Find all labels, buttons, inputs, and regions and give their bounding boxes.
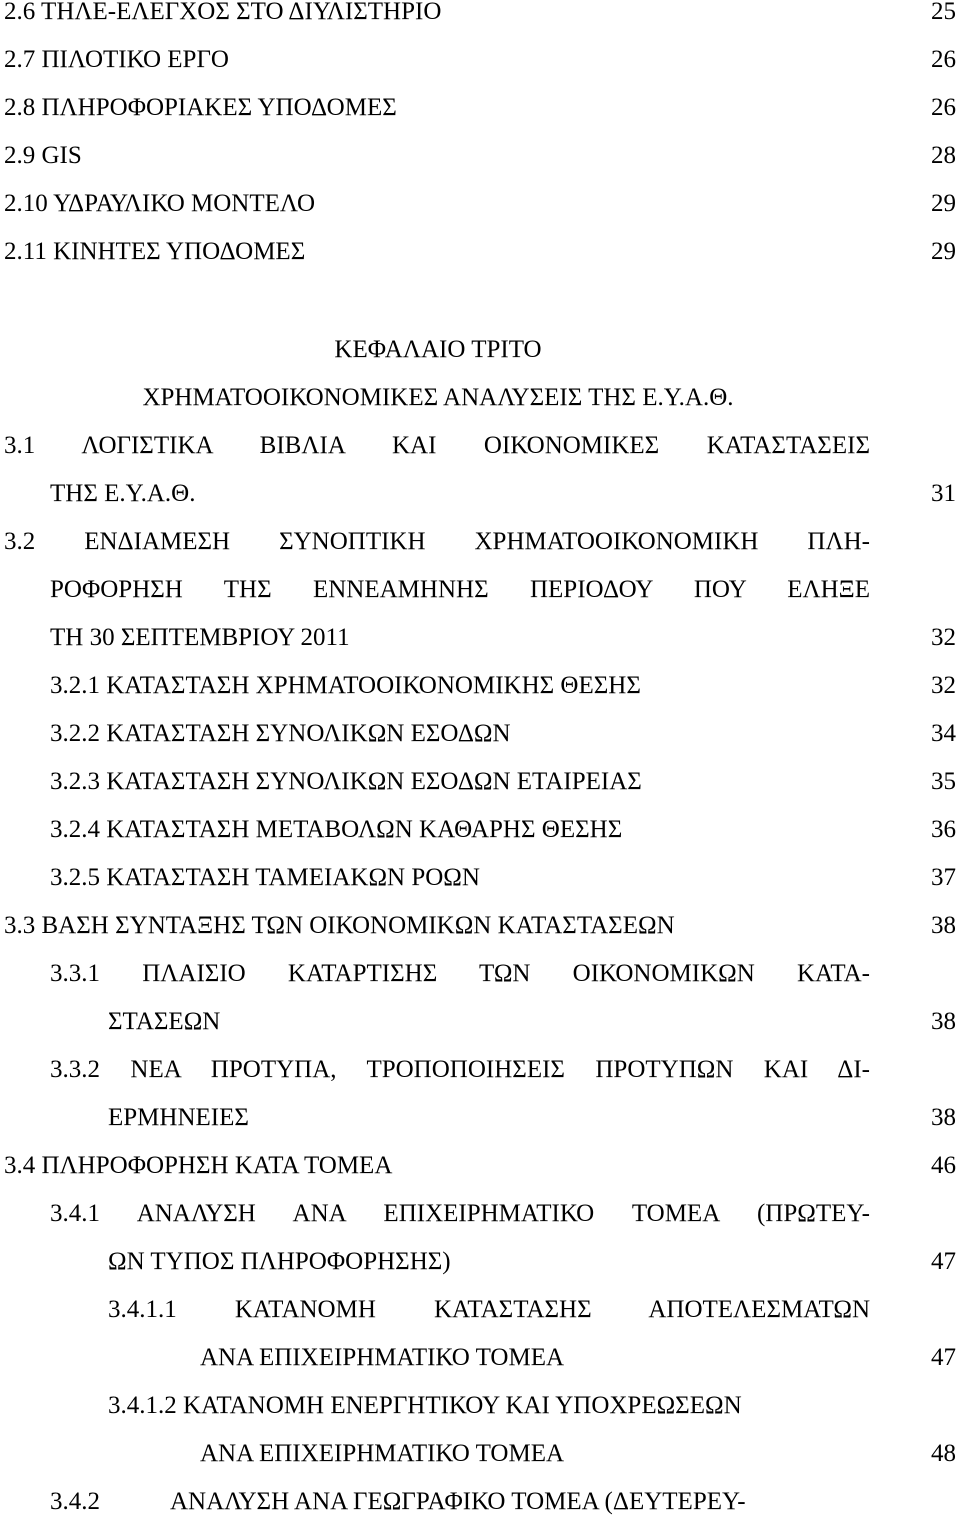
toc-entry-3-4-1-1-line2: ΑΝΑ ΕΠΙΧΕΙΡΗΜΑΤΙΚΟ ΤΟΜΕΑ <box>200 1344 565 1371</box>
toc-entry-3-3-2-line1: 3.3.2 ΝΕΑ ΠΡΟΤΥΠΑ, ΤΡΟΠΟΠΟΙΗΣΕΙΣ ΠΡΟΤΥΠΩΝ ΚΑΙ ΔΙ- <box>50 1056 870 1083</box>
toc-entry-3-3-2-line2: ΕΡΜΗΝΕΙΕΣ <box>108 1104 249 1131</box>
toc-entry-3-4-1-2-line1: 3.4.1.2 ΚΑΤΑΝΟΜΗ ΕΝΕΡΓΗΤΙΚΟΥ ΚΑΙ ΥΠΟΧΡΕΩΣΕΩΝ <box>108 1392 742 1419</box>
toc-page-number: 32 <box>931 624 956 651</box>
toc-entry-text: 2.9 GIS <box>4 142 82 169</box>
toc-entry-3-2-line1: 3.2 ΕΝΔΙΑΜΕΣΗ ΣΥΝΟΠΤΙΚΗ ΧΡΗΜΑΤΟΟΙΚΟΝΟΜΙΚΗ ΠΛΗ- <box>4 528 870 555</box>
toc-entry-3-4-1-1-line1: 3.4.1.1 ΚΑΤΑΝΟΜΗ ΚΑΤΑΣΤΑΣΗΣ ΑΠΟΤΕΛΕΣΜΑΤΩΝ <box>108 1296 870 1323</box>
toc-page-number: 47 <box>931 1344 956 1371</box>
toc-entry-3-4-1-line1: 3.4.1 ΑΝΑΛΥΣΗ ΑΝΑ ΕΠΙΧΕΙΡΗΜΑΤΙΚΟ ΤΟΜΕΑ (ΠΡΩΤΕΥ- <box>50 1200 870 1227</box>
toc-entry-text: 2.7 ΠΙΛΟΤΙΚΟ ΕΡΓΟ <box>4 46 229 73</box>
chapter-title: ΧΡΗΜΑΤΟΟΙΚΟΝΟΜΙΚΕΣ ΑΝΑΛΥΣΕΙΣ ΤΗΣ Ε.Υ.Α.Θ. <box>142 384 734 411</box>
toc-page-number: 48 <box>931 1440 956 1467</box>
toc-page-number: 29 <box>931 238 956 265</box>
toc-entry-3-2-3: 3.2.3 ΚΑΤΑΣΤΑΣΗ ΣΥΝΟΛΙΚΩΝ ΕΣΟΔΩΝ ΕΤΑΙΡΕΙΑΣ <box>50 768 642 795</box>
toc-entry-2-8 <box>4 93 397 123</box>
toc-page-number: 46 <box>931 1152 956 1179</box>
toc-entry-3-2-line3: ΤΗ 30 ΣΕΠΤΕΜΒΡΙΟΥ 2011 <box>50 624 350 651</box>
toc-entry-3-3: 3.3 ΒΑΣΗ ΣΥΝΤΑΞΗΣ ΤΩΝ ΟΙΚΟΝΟΜΙΚΩΝ ΚΑΤΑΣΤΑΣΕΩΝ <box>4 912 675 939</box>
toc-page-number: 38 <box>931 912 956 939</box>
toc-entry-text: 2.6 ΤΗΛΕ-ΕΛΕΓΧΟΣ ΣΤΟ ΔΙΥΛΙΣΤΗΡΙΟ <box>4 0 442 25</box>
toc-page-number: 34 <box>931 720 956 747</box>
toc-entry-3-2-2: 3.2.2 ΚΑΤΑΣΤΑΣΗ ΣΥΝΟΛΙΚΩΝ ΕΣΟΔΩΝ <box>50 720 511 747</box>
toc-page-number: 29 <box>931 190 956 217</box>
toc-entry-3-3-1-line2: ΣΤΑΣΕΩΝ <box>108 1008 221 1035</box>
toc-entry-3-2-5: 3.2.5 ΚΑΤΑΣΤΑΣΗ ΤΑΜΕΙΑΚΩΝ ΡΟΩΝ <box>50 864 480 891</box>
toc-entry-text: 2.8 ΠΛΗΡΟΦΟΡΙΑΚΕΣ ΥΠΟΔΟΜΕΣ <box>4 94 397 121</box>
toc-entry-3-4-2-line1 <box>50 1487 746 1517</box>
toc-entry-3-2-4: 3.2.4 ΚΑΤΑΣΤΑΣΗ ΜΕΤΑΒΟΛΩΝ ΚΑΘΑΡΗΣ ΘΕΣΗΣ <box>50 816 623 843</box>
toc-entry-3-1-line2: ΤΗΣ Ε.Υ.Α.Θ. <box>50 480 196 507</box>
toc-page-number: 47 <box>931 1248 956 1275</box>
toc-entry-3-2-1: 3.2.1 ΚΑΤΑΣΤΑΣΗ ΧΡΗΜΑΤΟΟΙΚΟΝΟΜΙΚΗΣ ΘΕΣΗΣ <box>50 672 641 699</box>
toc-page-number: 37 <box>931 864 956 891</box>
toc-page-number: 32 <box>931 672 956 699</box>
toc-entry-3-4-1-2-line2: ΑΝΑ ΕΠΙΧΕΙΡΗΜΑΤΙΚΟ ΤΟΜΕΑ <box>200 1440 565 1467</box>
toc-page-number: 25 <box>931 0 956 25</box>
toc-entry-text: 2.11 ΚΙΝΗΤΕΣ ΥΠΟΔΟΜΕΣ <box>4 238 306 265</box>
toc-entry-2-9 <box>4 141 82 171</box>
toc-entry-text: ΑΝΑΛΥΣΗ ΑΝΑ ΓΕΩΓΡΑΦΙΚΟ ΤΟΜΕΑ (ΔΕΥΤΕΡΕΥ- <box>170 1488 746 1515</box>
toc-page-number: 35 <box>931 768 956 795</box>
toc-page-number: 38 <box>931 1104 956 1131</box>
toc-entry-3-4-1-line2: ΩΝ ΤΥΠΟΣ ΠΛΗΡΟΦΟΡΗΣΗΣ) <box>108 1248 451 1275</box>
toc-page-number: 38 <box>931 1008 956 1035</box>
toc-page-number: 31 <box>931 480 956 507</box>
toc-entry-2-11 <box>4 237 305 267</box>
toc-entry-2-10 <box>4 189 315 219</box>
toc-entry-2-6 <box>4 0 441 27</box>
toc-page-number: 28 <box>931 142 956 169</box>
chapter-heading: ΚΕΦΑΛΑΙΟ ΤΡΙΤΟ <box>334 336 542 363</box>
toc-page-number: 36 <box>931 816 956 843</box>
toc-entry-3-1-line1: 3.1 ΛΟΓΙΣΤΙΚΑ ΒΙΒΛΙΑ ΚΑΙ ΟΙΚΟΝΟΜΙΚΕΣ ΚΑΤΑΣΤΑΣΕΙΣ <box>4 432 870 459</box>
toc-entry-3-4: 3.4 ΠΛΗΡΟΦΟΡΗΣΗ ΚΑΤΑ ΤΟΜΕΑ <box>4 1152 393 1179</box>
toc-entry-3-3-1-line1: 3.3.1 ΠΛΑΙΣΙΟ ΚΑΤΑΡΤΙΣΗΣ ΤΩΝ ΟΙΚΟΝΟΜΙΚΩΝ ΚΑΤΑ- <box>50 960 870 987</box>
toc-page-number: 26 <box>931 46 956 73</box>
toc-page-number: 26 <box>931 94 956 121</box>
toc-entry-3-2-line2: ΡΟΦΟΡΗΣΗ ΤΗΣ ΕΝΝΕΑΜΗΝΗΣ ΠΕΡΙΟΔΟΥ ΠΟΥ ΕΛΗΞΕ <box>50 576 870 603</box>
toc-entry-number: 3.4.2 <box>50 1488 100 1515</box>
toc-entry-2-7 <box>4 45 229 75</box>
toc-entry-text: 2.10 ΥΔΡΑΥΛΙΚΟ ΜΟΝΤΕΛΟ <box>4 190 316 217</box>
